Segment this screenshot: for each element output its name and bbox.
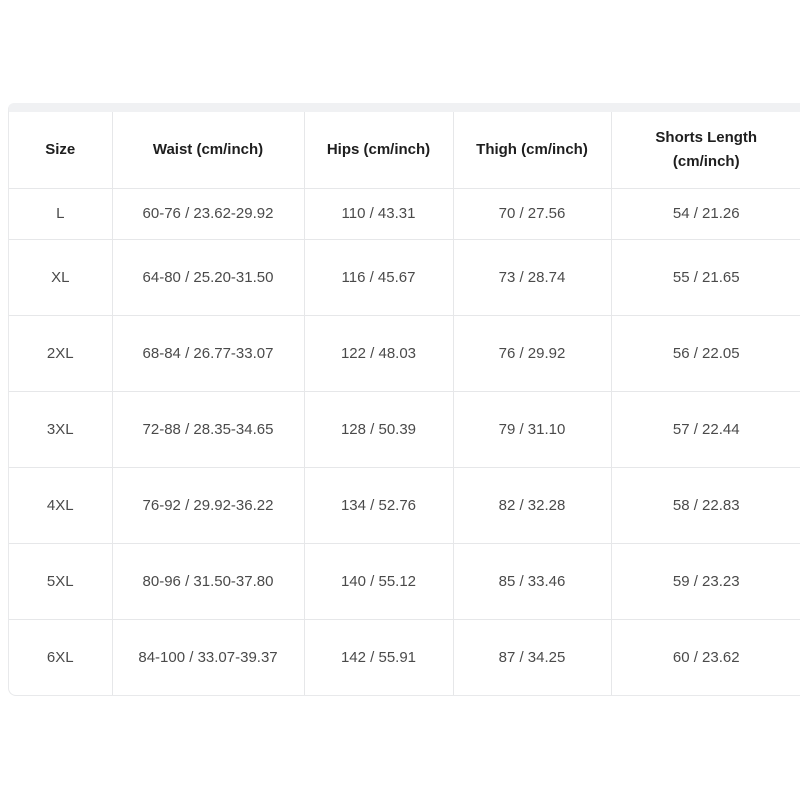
cell-waist: 64-80 / 25.20-31.50 <box>112 240 304 316</box>
cell-waist: 80-96 / 31.50-37.80 <box>112 544 304 620</box>
cell-size: 4XL <box>9 468 112 544</box>
cell-hips: 140 / 55.12 <box>304 544 453 620</box>
cell-waist: 72-88 / 28.35-34.65 <box>112 392 304 468</box>
cell-thigh: 73 / 28.74 <box>453 240 611 316</box>
size-chart-table <box>9 112 800 695</box>
cell-hips: 122 / 48.03 <box>304 316 453 392</box>
cell-hips: 142 / 55.91 <box>304 620 453 696</box>
cell-shorts-length: 55 / 21.65 <box>611 240 800 316</box>
header-hips: Hips (cm/inch) <box>304 112 453 189</box>
cell-waist: 84-100 / 33.07-39.37 <box>112 620 304 696</box>
table-row <box>9 316 800 392</box>
cell-shorts-length: 57 / 22.44 <box>611 392 800 468</box>
cell-waist: 60-76 / 23.62-29.92 <box>112 189 304 240</box>
cell-hips: 134 / 52.76 <box>304 468 453 544</box>
table-row <box>9 240 800 316</box>
cell-waist: 76-92 / 29.92-36.22 <box>112 468 304 544</box>
cell-size: XL <box>9 240 112 316</box>
cell-thigh: 79 / 31.10 <box>453 392 611 468</box>
table-row <box>9 189 800 240</box>
header-waist: Waist (cm/inch) <box>112 112 304 189</box>
cell-hips: 116 / 45.67 <box>304 240 453 316</box>
cell-thigh: 82 / 32.28 <box>453 468 611 544</box>
table-header-row <box>9 112 800 189</box>
cell-shorts-length: 56 / 22.05 <box>611 316 800 392</box>
table-row <box>9 468 800 544</box>
cell-size: 2XL <box>9 316 112 392</box>
header-thigh: Thigh (cm/inch) <box>453 112 611 189</box>
cell-size: L <box>9 189 112 240</box>
cell-thigh: 87 / 34.25 <box>453 620 611 696</box>
table-row <box>9 392 800 468</box>
cell-thigh: 76 / 29.92 <box>453 316 611 392</box>
cell-thigh: 85 / 33.46 <box>453 544 611 620</box>
size-chart-table-container <box>8 103 800 696</box>
cell-shorts-length: 58 / 22.83 <box>611 468 800 544</box>
cell-waist: 68-84 / 26.77-33.07 <box>112 316 304 392</box>
cell-size: 5XL <box>9 544 112 620</box>
table-row <box>9 620 800 696</box>
cell-thigh: 70 / 27.56 <box>453 189 611 240</box>
cell-hips: 110 / 43.31 <box>304 189 453 240</box>
cell-size: 6XL <box>9 620 112 696</box>
cell-shorts-length: 54 / 21.26 <box>611 189 800 240</box>
cell-size: 3XL <box>9 392 112 468</box>
header-shorts-length: Shorts Length (cm/inch) <box>611 112 800 189</box>
cell-shorts-length: 60 / 23.62 <box>672 648 740 666</box>
header-size: Size <box>9 112 112 189</box>
cell-hips: 128 / 50.39 <box>304 392 453 468</box>
cell-shorts-length: 59 / 23.23 <box>611 544 800 620</box>
table-row <box>9 544 800 620</box>
